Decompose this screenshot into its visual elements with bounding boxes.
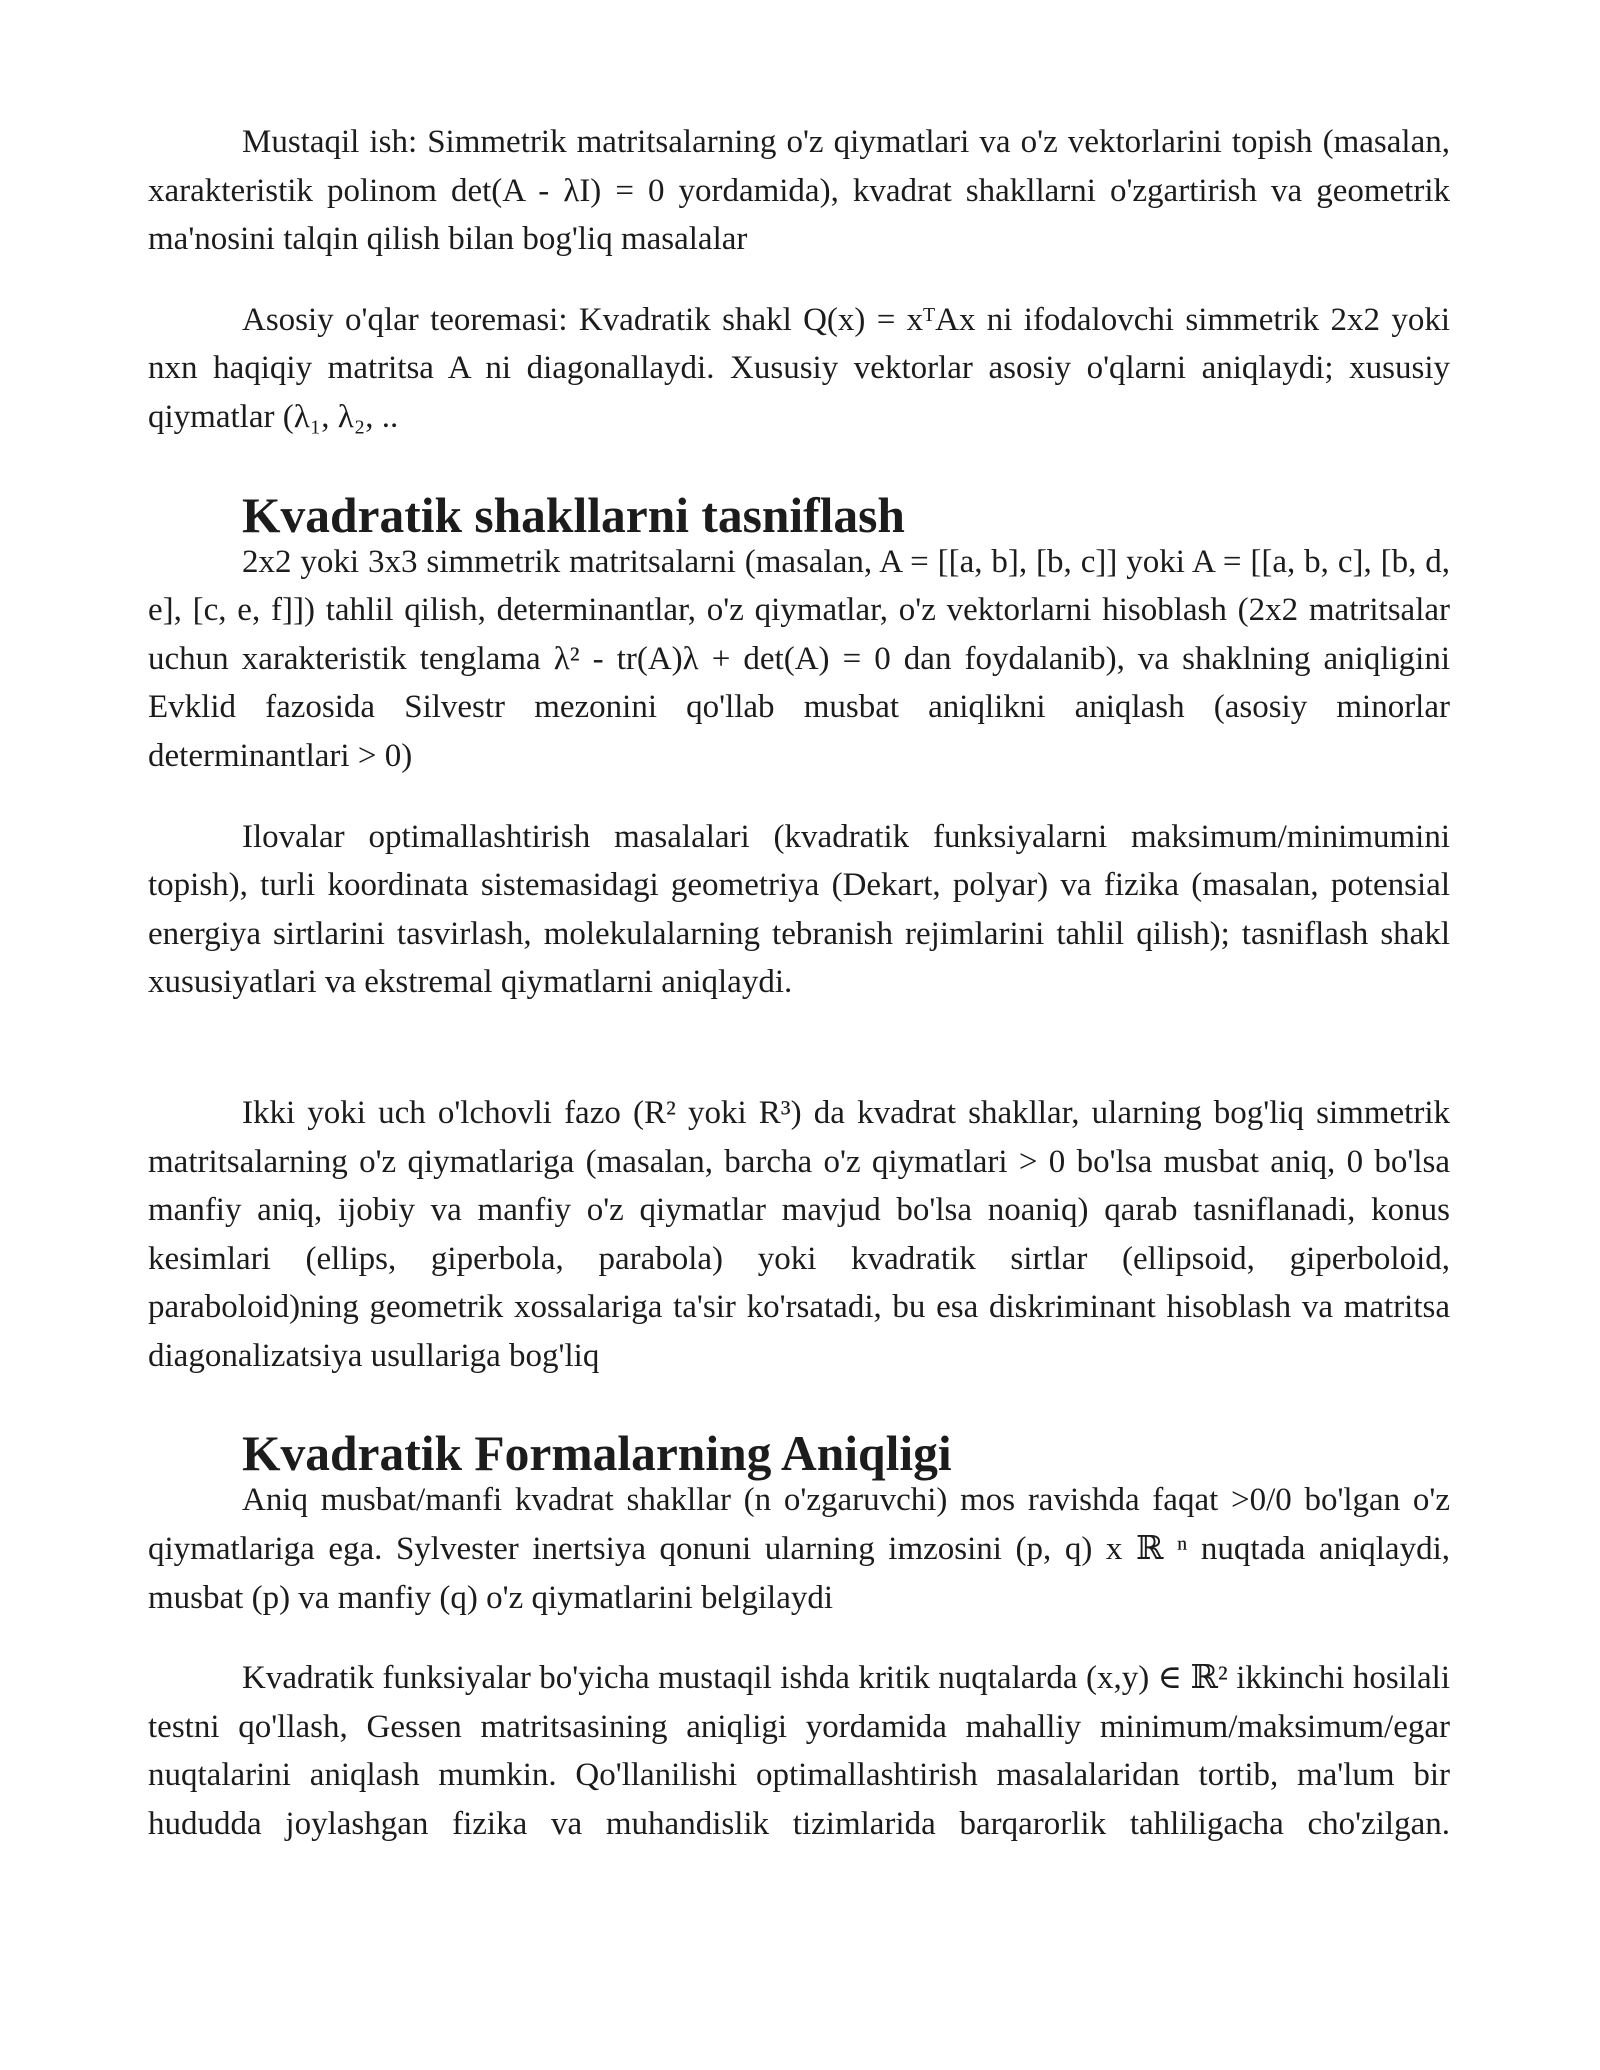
paragraph-applications: Ilovalar optimallashtirish masalalari (kvadratik funksiyalarni maksimum/minimumini topish), turli koordinata sistemasidagi geometriya (Dekart, polyar) va fizika (masalan, potensial energiya sirtlarini tasvirlash, molekulalarning tebranish rejimlarini tahlil qilish); tasniflash shakl xususiyatlari va ekstremal qiymatlarni aniqlaydi. bbox=[148, 818, 1450, 1001]
paragraph-independent-work: Mustaqil ish: Simmetrik matritsalarning o'z qiymatlari va o'z vektorlarini topish (masalan, xarakteristik polinom det(A - λI) = 0 yordamida), kvadrat shakllarni o'zgartirish va geometrik ma'nosini talqin qilish bilan bog'liq masalalar bbox=[148, 124, 1450, 258]
paragraph-second-derivative-test: Kvadratik funksiyalar bo'yicha mustaqil ishda kritik nuqtalarda (x,y) ∈ ℝ² ikkinchi hosilali testni qo'llash, Gessen matritsasining aniqligi yordamida mahalliy minimum/maksimum/egar nuqtalarini aniqlash mumkin. Qo'llanilishi optimallashtirish masalalaridan tortib, ma'lum bir hududda joylashgan fizika va muhandislik tizimlarida barqarorlik tahliligacha cho'zilgan. bbox=[148, 1660, 1450, 1843]
paragraph-principal-axes-theorem: Asosiy o'qlar teoremasi: Kvadratik shakl Q(x) = xᵀAx ni ifodalovchi simmetrik 2x2 yoki nxn haqiqiy matritsa A ni diagonallaydi. Xususiy vektorlar asosiy o'qlarni aniqlaydi; xususiy qiymatlar (λ₁, λ₂, .. bbox=[148, 301, 1450, 435]
heading-definiteness: Kvadratik Formalarning Aniqligi bbox=[242, 1426, 952, 1482]
paragraph-classification: 2x2 yoki 3x3 simmetrik matritsalarni (masalan, A = [[a, b], [b, c]] yoki A = [[a, b, c], [b, d, e], [c, e, f]]) tahlil qilish, determinantlar, o'z qiymatlar, o'z vektorlarni hisoblash (2x2 matritsalar uchun xarakteristik tenglama λ² - tr(A)λ + det(A) = 0 dan foydalanib), va shaklning aniqligini Evklid fazosida Silvestr mezonini qo'llab musbat aniqlikni aniqlash (asosiy minorlar determinantlari > 0) bbox=[148, 543, 1450, 774]
paragraph-definiteness: Aniq musbat/manfi kvadrat shakllar (n o'zgaruvchi) mos ravishda faqat >0/0 bo'lgan o'z qiymatlariga ega. Sylvester inertsiya qonuni ularning imzosini (p, q) x ℝ ⁿ nuqtada aniqlaydi, musbat (p) va manfiy (q) o'z qiymatlarini belgilaydi bbox=[148, 1482, 1450, 1616]
heading-classification: Kvadratik shakllarni tasniflash bbox=[242, 487, 905, 543]
document-page bbox=[148, 118, 1450, 1849]
paragraph-space-classification: Ikki yoki uch o'lchovli fazo (R² yoki R³) da kvadrat shakllar, ularning bog'liq simmetrik matritsalarning o'z qiymatlariga (masalan, barcha o'z qiymatlari > 0 bo'lsa musbat aniq, 0 bo'lsa manfiy aniq, ijobiy va manfiy o'z qiymatlar mavjud bo'lsa noaniq) qarab tasniflanadi, konus kesimlari (ellips, giperbola, parabola) yoki kvadratik sirtlar (ellipsoid, giperboloid, paraboloid)ning geometrik xossalariga ta'sir ko'rsatadi, bu esa diskriminant hisoblash va matritsa diagonalizatsiya usullariga bog'liq bbox=[148, 1094, 1450, 1374]
